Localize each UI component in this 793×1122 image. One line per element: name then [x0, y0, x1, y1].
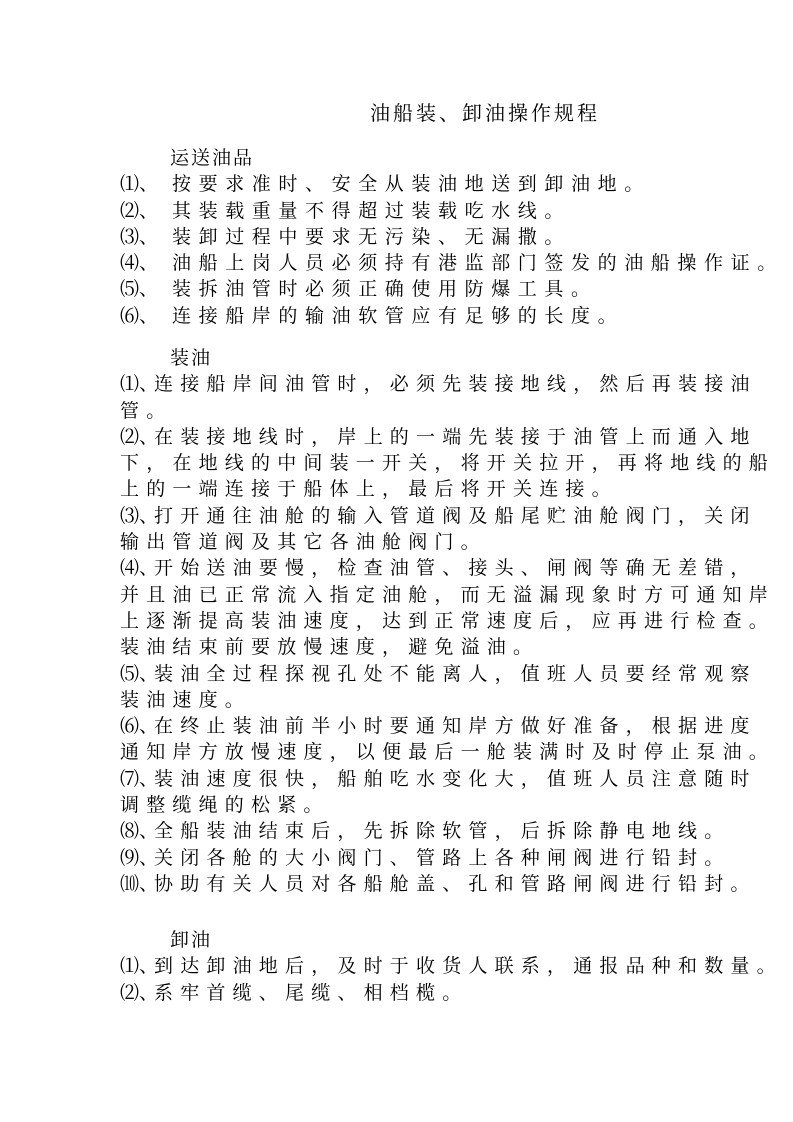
item-text: 按要求准时、安全从装油地送到卸油地。 [172, 173, 651, 196]
item-text: 上的一端连接于船体上，最后将开关连接。 [120, 478, 618, 501]
text-line [120, 198, 680, 224]
item-number: ⑹、 [120, 715, 159, 738]
item-number: ⑶、 [120, 504, 159, 527]
item-text: 管。 [120, 399, 173, 422]
text-line [120, 224, 680, 250]
list-item [120, 250, 784, 276]
text-line [120, 634, 680, 660]
item-number: ⑸、 [120, 662, 159, 685]
text-line [120, 450, 776, 476]
list-item [120, 224, 680, 250]
text-line [120, 845, 731, 871]
text-line [120, 398, 680, 424]
item-text: 其装载重量不得超过装载吃水线。 [172, 199, 572, 222]
item-list [120, 953, 783, 1006]
item-text: 连接船岸间油管时，必须先装接地线，然后再装接油 [154, 373, 757, 396]
text-line [120, 792, 680, 818]
list-item [120, 661, 757, 714]
item-number: ⑽、 [120, 872, 159, 895]
list-item [120, 871, 757, 897]
item-number: ⑻、 [120, 820, 159, 843]
list-item [120, 198, 680, 224]
list-item [120, 276, 680, 302]
item-number: ⑶、 [120, 225, 159, 248]
item-text: 通知岸方放慢速度，以便最后一舱装满时及时停止泵油。 [120, 741, 776, 764]
item-text: 在终止装油前半小时要通知岸方做好准备，根据进度 [154, 715, 757, 738]
list-item [120, 818, 731, 844]
text-line [120, 503, 757, 529]
list-item [120, 953, 783, 979]
section-heading: 运送油品 [170, 147, 255, 169]
text-line [120, 371, 757, 397]
list-item [120, 424, 776, 503]
text-line [120, 661, 757, 687]
item-text: 全船装油结束后，先拆除软管，后拆除静电地线。 [154, 820, 731, 843]
list-item [120, 503, 757, 556]
item-number: ⑵、 [120, 199, 159, 222]
document-title: 油船装、卸油操作规程 [370, 101, 600, 125]
item-number: ⑼、 [120, 846, 159, 869]
item-text: 油船上岗人员必须持有港监部门签发的油船操作证。 [172, 252, 784, 275]
text-line [120, 276, 680, 302]
item-text: 在装接地线时，岸上的一端先装接于油管上而通入地 [154, 425, 757, 448]
item-text: 协助有关人员对各船舱盖、孔和管路闸阀进行铅封。 [154, 872, 757, 895]
list-item [120, 555, 776, 660]
text-line [120, 582, 776, 608]
item-text: 输出管道阀及其它各油舱阀门。 [120, 531, 487, 554]
text-line [120, 424, 757, 450]
list-item [120, 371, 757, 424]
list-item [120, 713, 776, 766]
item-list [120, 171, 784, 329]
item-list [120, 371, 776, 897]
list-item [120, 980, 680, 1006]
text-line [120, 529, 680, 555]
item-text: 连接船岸的输油软管应有足够的长度。 [172, 304, 625, 327]
item-number: ⑵、 [120, 981, 159, 1004]
item-text: 系牢首缆、尾缆、相档榄。 [154, 981, 469, 1004]
section-heading: 卸油 [170, 929, 213, 951]
item-text: 打开通往油舱的输入管道阀及船尾贮油舱阀门，关闭 [154, 504, 757, 527]
item-number: ⑸、 [120, 278, 159, 301]
section-heading: 装油 [170, 347, 213, 369]
item-text: 装油全过程探视孔处不能离人，值班人员要经常观察 [154, 662, 757, 685]
item-text: 开始送油要慢，检查油管、接头、闸阀等确无差错， [154, 557, 757, 580]
text-line [120, 171, 680, 197]
item-text: 装卸过程中要求无污染、无漏撒。 [172, 225, 572, 248]
text-line [120, 555, 757, 581]
item-text: 调整缆绳的松紧。 [120, 794, 330, 817]
item-text: 装油速度很快，船舶吃水变化大，值班人员注意随时 [154, 767, 757, 790]
list-item [120, 171, 680, 197]
item-number: ⑴、 [120, 173, 159, 196]
item-text: 下，在地线的中间装一开关，将开关拉开，再将地线的船 [120, 452, 776, 475]
text-line [120, 953, 783, 979]
section-transport [120, 145, 784, 329]
item-text: 装拆油管时必须正确使用防爆工具。 [172, 278, 598, 301]
section-unloading [120, 927, 783, 1006]
list-item [120, 303, 680, 329]
item-number: ⑷、 [120, 252, 159, 275]
text-line [120, 871, 757, 897]
item-number: ⑷、 [120, 557, 159, 580]
list-item [120, 845, 731, 871]
item-number: ⑺、 [120, 767, 159, 790]
item-text: 到达卸油地后，及时于收货人联系，通报品种和数量。 [154, 955, 783, 978]
item-number: ⑵、 [120, 425, 159, 448]
text-line [120, 980, 680, 1006]
text-line [120, 766, 757, 792]
text-line [120, 739, 776, 765]
item-number: ⑴、 [120, 373, 159, 396]
text-line [120, 303, 680, 329]
item-text: 并且油已正常流入指定油舱，而无溢漏现象时方可通知岸 [120, 583, 776, 606]
item-text: 装油结束前要放慢速度，避免溢油。 [120, 636, 540, 659]
section-loading [120, 345, 776, 897]
item-number: ⑹、 [120, 304, 159, 327]
item-number: ⑴、 [120, 955, 159, 978]
item-text: 上逐渐提高装油速度，达到正常速度后，应再进行检查。 [120, 609, 776, 632]
item-text: 装油速度。 [120, 688, 252, 711]
text-line [120, 818, 731, 844]
text-line [120, 713, 757, 739]
text-line [120, 476, 680, 502]
text-line [120, 687, 680, 713]
text-line [120, 608, 776, 634]
list-item [120, 766, 757, 819]
text-line [120, 250, 784, 276]
item-text: 关闭各舱的大小阀门、管路上各种闸阀进行铅封。 [154, 846, 731, 869]
